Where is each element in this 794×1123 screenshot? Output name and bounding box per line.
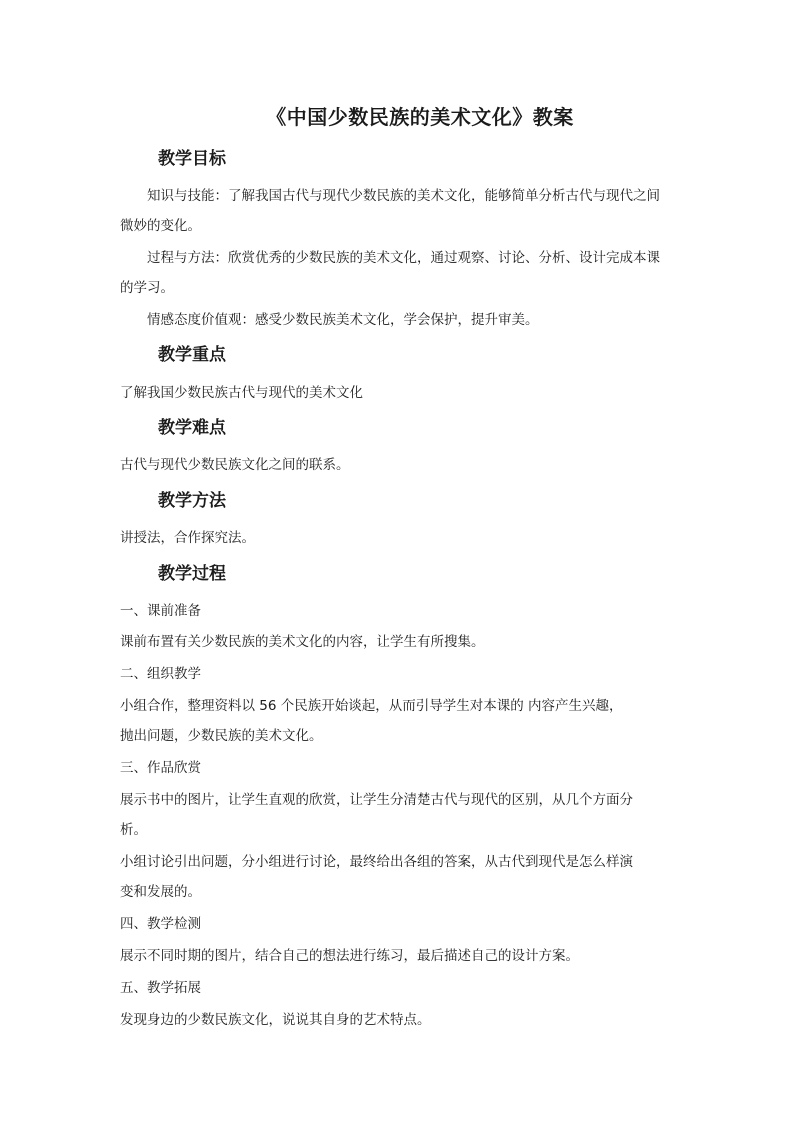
step-title: 四、教学检测 (120, 916, 201, 932)
paragraph-line: 的学习。 (120, 280, 174, 296)
paragraph-line: 微妙的变化。 (120, 218, 201, 234)
section-heading-methods: 教学方法 (158, 491, 226, 511)
paragraph-line: 变和发展的。 (120, 884, 201, 900)
paragraph-line: 展示不同时期的图片，结合自己的想法进行练习，最后描述自己的设计方案。 (120, 948, 579, 964)
section-heading-difficulties: 教学难点 (158, 418, 226, 438)
paragraph-line: 析。 (120, 822, 147, 838)
section-heading-process: 教学过程 (158, 564, 226, 584)
paragraph-line: 抛出问题，少数民族的美术文化。 (120, 728, 323, 744)
paragraph-line: 了解我国少数民族古代与现代的美术文化 (120, 385, 363, 401)
step-title: 三、作品欣赏 (120, 760, 201, 776)
step-title: 二、组织教学 (120, 666, 201, 682)
paragraph-line: 展示书中的图片，让学生直观的欣赏，让学生分清楚古代与现代的区别，从几个方面分 (120, 792, 633, 808)
section-heading-goals: 教学目标 (158, 149, 226, 169)
step-title: 一、课前准备 (120, 603, 201, 619)
paragraph-line: 发现身边的少数民族文化，说说其自身的艺术特点。 (120, 1012, 431, 1028)
paragraph-line: 讲授法，合作探究法。 (120, 530, 255, 546)
document-title: 《中国少数民族的美术文化》教案 (266, 105, 574, 129)
step-title: 五、教学拓展 (120, 980, 201, 996)
paragraph-line: 知识与技能：了解我国古代与现代少数民族的美术文化，能够简单分析古代与现代之间 (147, 188, 660, 204)
paragraph-line: 小组合作，整理资料以 56 个民族开始谈起，从而引导学生对本课的 内容产生兴趣， (120, 698, 623, 714)
paragraph-line: 过程与方法：欣赏优秀的少数民族的美术文化，通过观察、讨论、分析、设计完成本课 (147, 250, 660, 266)
paragraph-line: 课前布置有关少数民族的美术文化的内容，让学生有所搜集。 (120, 634, 485, 650)
section-heading-key-points: 教学重点 (158, 345, 226, 365)
paragraph-line: 情感态度价值观：感受少数民族美术文化，学会保护，提升审美。 (147, 312, 539, 328)
paragraph-line: 古代与现代少数民族文化之间的联系。 (120, 457, 350, 473)
paragraph-line: 小组讨论引出问题，分小组进行讨论，最终给出各组的答案，从古代到现代是怎么样演 (120, 854, 633, 870)
